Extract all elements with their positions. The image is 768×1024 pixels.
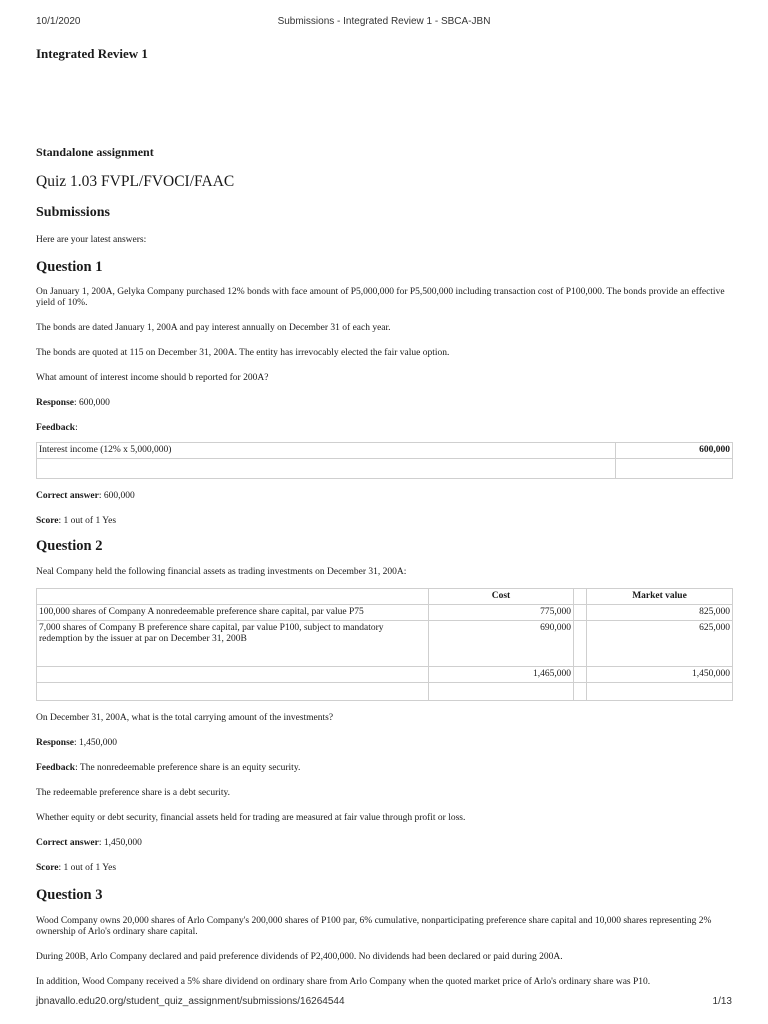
q1-paragraph-1: On January 1, 200A, Gelyka Company purchased 12% bonds with face amount of P5,000,000 for P5,500,000 including transaction cost of P100,000. The bonds provide an effective yield of 10%. [36,287,725,308]
q1-paragraph-2: The bonds are dated January 1, 200A and pay interest annually on December 31 of each year. [36,323,391,333]
table-cell: 1,465,000 [429,667,574,683]
score-value: : 1 out of 1 Yes [58,516,117,526]
q3-paragraph-3: In addition, Wood Company received a 5% share dividend on ordinary share from Arlo Company when the quoted market price of Arlo's ordinary share was P10. [36,977,651,987]
table-cell [37,667,429,683]
response-label: Response [36,738,75,748]
feedback-label: Feedback [36,423,76,433]
print-footer [36,996,732,1010]
table-header-cost: Cost [429,589,574,605]
feedback-label: Feedback [36,763,76,773]
table-cell [37,683,429,701]
question-1-heading: Question 1 [36,259,103,275]
intro-text: Here are your latest answers: [36,235,147,245]
q1-response [36,398,733,409]
q1-feedback-table [36,442,733,479]
table-cell [37,589,429,605]
table-row [37,443,733,459]
q3-paragraph-1: Wood Company owns 20,000 shares of Arlo Company's 200,000 shares of P100 par, 6% cumulative, nonparticipating preference share capital and 10,000 shares representing 2% ownership of Arlo's ordinary share capital. [36,916,712,937]
q2-paragraph-1: Neal Company held the following financial assets as trading investments on December 31, 200A: [36,567,407,577]
table-header-market: Market value [587,589,733,605]
table-cell [574,621,587,667]
assignment-type: Standalone assignment [36,145,154,159]
table-row [37,589,733,605]
print-date: 10/1/2020 [36,16,81,27]
course-title: Integrated Review 1 [36,46,148,61]
q1-paragraph-3: The bonds are quoted at 115 on December 31, 200A. The entity has irrevocably elected the fair value option. [36,348,450,358]
print-header [36,16,732,30]
q2-response [36,738,733,749]
q1-feedback: Feedback: [36,423,78,433]
q2-score [36,863,733,874]
q2-feedback [36,763,733,774]
table-cell: 100,000 shares of Company A nonredeemable preference share capital, par value P75 [37,605,429,621]
print-title: Submissions - Integrated Review 1 - SBCA-JBN [277,16,491,27]
table-cell: 600,000 [616,443,733,459]
correct-answer-label: Correct answer [36,838,99,848]
page-url: jbnavallo.edu20.org/student_quiz_assignment/submissions/16264544 [36,996,345,1007]
table-cell: 825,000 [587,605,733,621]
table-row [37,683,733,701]
section-title: Submissions [36,205,110,220]
table-row [37,621,733,667]
response-value: : 1,450,000 [74,738,118,748]
table-row [37,459,733,479]
table-row [37,667,733,683]
response-label: Response [36,398,75,408]
q2-correct-answer [36,838,733,849]
score-label: Score [36,863,59,873]
correct-answer-value: : 1,450,000 [98,838,142,848]
correct-answer-label: Correct answer [36,491,99,501]
question-2-heading: Question 2 [36,538,103,554]
correct-answer-value: : 600,000 [98,491,135,501]
q1-paragraph-4: What amount of interest income should b reported for 200A? [36,373,269,383]
q1-correct-answer [36,491,733,502]
table-cell [37,459,616,479]
table-row [37,605,733,621]
table-cell: 690,000 [429,621,574,667]
q2-investments-table [36,588,733,701]
score-value: : 1 out of 1 Yes [58,863,117,873]
table-cell: 625,000 [587,621,733,667]
table-cell [574,589,587,605]
q3-paragraph-2: During 200B, Arlo Company declared and paid preference dividends of P2,400,000. No dividends had been declared or paid during 200A. [36,952,563,962]
page-content [36,40,733,988]
table-cell: 1,450,000 [587,667,733,683]
q1-score [36,516,733,527]
response-value: : 600,000 [74,398,110,408]
question-3-heading: Question 3 [36,887,103,903]
page-number: 1/13 [712,996,732,1007]
score-label: Score [36,516,59,526]
feedback-value: : The nonredeemable preference share is an equity security. [75,763,301,773]
table-cell [574,605,587,621]
q2-paragraph-2: On December 31, 200A, what is the total carrying amount of the investments? [36,713,334,723]
quiz-title: Quiz 1.03 FVPL/FVOCI/FAAC [36,173,235,190]
table-cell [587,683,733,701]
table-cell [574,683,587,701]
q2-feedback-2: The redeemable preference share is a debt security. [36,788,231,798]
table-cell [574,667,587,683]
table-cell: 775,000 [429,605,574,621]
table-cell [429,683,574,701]
table-cell [616,459,733,479]
table-cell: Interest income (12% x 5,000,000) [37,443,616,459]
q2-feedback-3: Whether equity or debt security, financial assets held for trading are measured at fair value through profit or loss. [36,813,466,823]
table-cell: 7,000 shares of Company B preference share capital, par value P100, subject to mandatory redemption by the issuer at par on December 31, 200B [37,621,429,667]
